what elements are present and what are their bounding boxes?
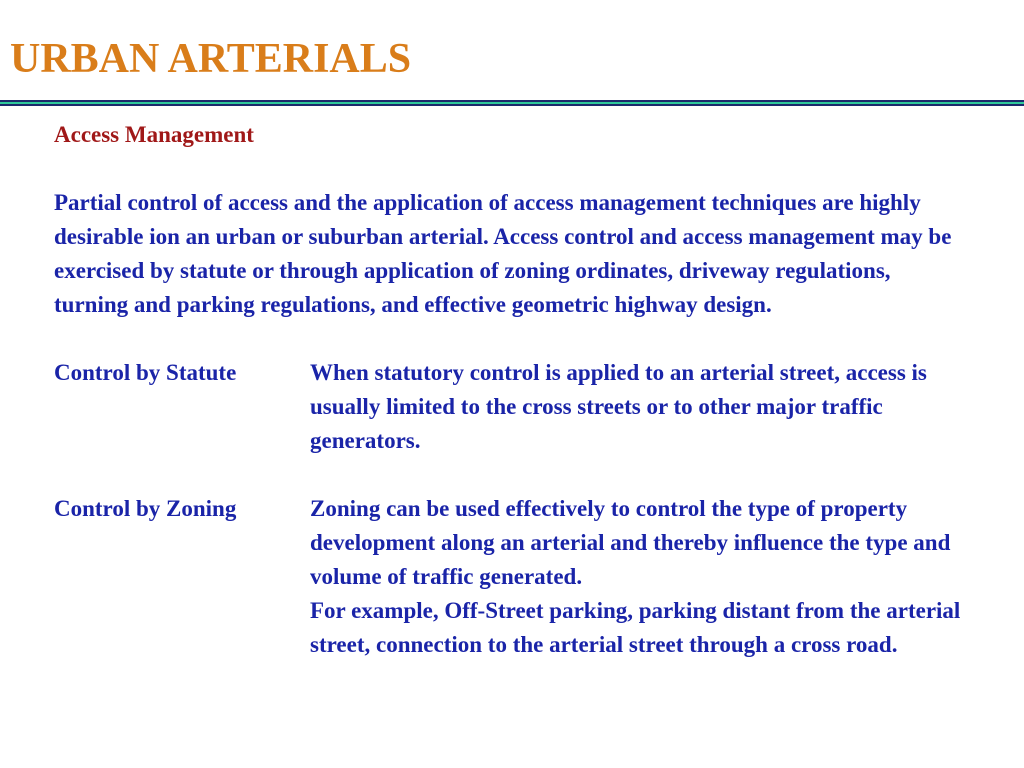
- title-divider: [0, 100, 1024, 106]
- term-description: [310, 356, 970, 458]
- term-example-text: For example, Off-Street parking, parking distant from the arterial street, connection to the arterial street through a cross road.: [310, 598, 961, 657]
- term-label: Control by Zoning: [54, 496, 237, 521]
- term-row-statute: [54, 356, 994, 458]
- term-description-text: Zoning can be used effectively to control the type of property development along an arterial and thereby influence the type and volume of traffic generated.: [310, 496, 951, 589]
- term-description-text: When statutory control is applied to an arterial street, access is usually limited to the cross streets or to other major traffic generators.: [310, 360, 927, 453]
- slide-content: [54, 118, 994, 662]
- section-heading: Access Management: [54, 122, 254, 147]
- term-description: [310, 492, 970, 662]
- slide-title: URBAN ARTERIALS: [10, 36, 412, 82]
- term-label: Control by Statute: [54, 360, 237, 385]
- intro-paragraph: Partial control of access and the application of access management techniques are highly desirable ion an urban or suburban arterial. Access control and access management may be exercised by statute or through application of zoning ordinates, driveway regulations, turning and parking regulations, and effective geometric highway design.: [54, 190, 952, 317]
- term-row-zoning: [54, 492, 994, 662]
